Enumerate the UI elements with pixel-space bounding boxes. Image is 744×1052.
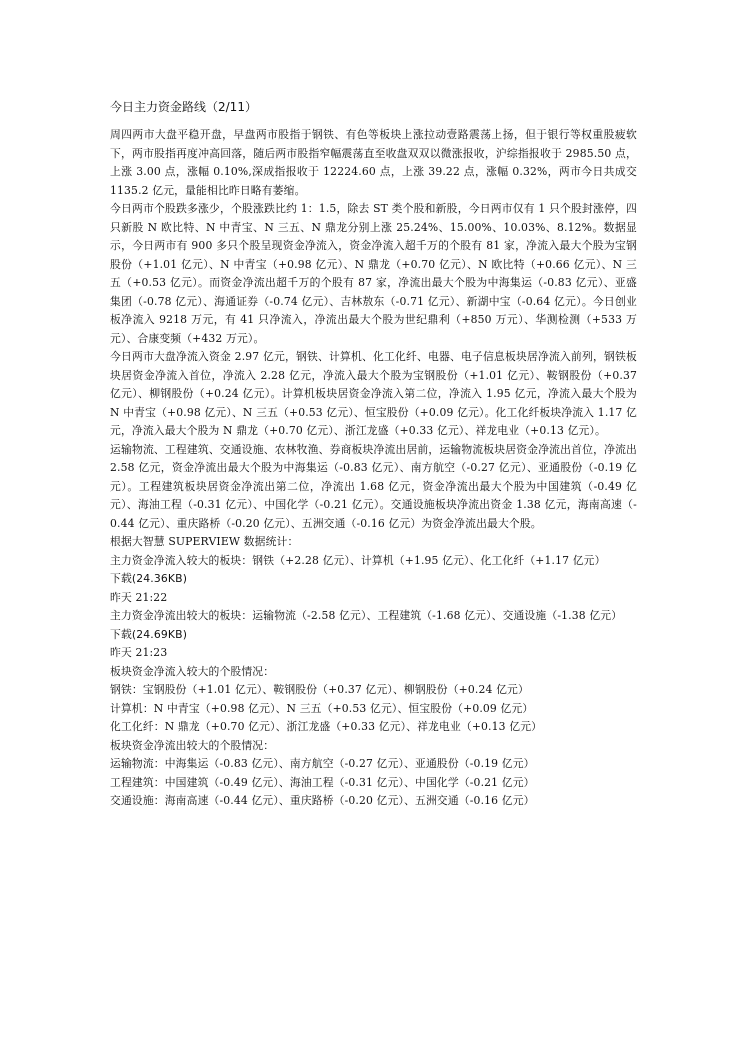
outflow-stocks-heading: 板块资金净流出较大的个股情况： [110,738,275,752]
inflow-steel-line: 钢铁：宝钢股份（+1.01 亿元）、鞍钢股份（+0.37 亿元）、柳钢股份（+0.24 亿元） [110,683,529,696]
inflow-chemical-line: 化工化纤：N 鼎龙（+0.70 亿元）、浙江龙盛（+0.33 亿元）、祥龙电业（+0.13 亿元） [110,720,543,733]
inflow-sectors-line: 主力资金净流入较大的板块：钢铁（+2.28 亿元）、计算机（+1.95 亿元）、化工化纤（+1.17 亿元） [110,553,606,567]
paragraph-sector-inflows: 今日两市大盘净流入资金 2.97 亿元，钢铁、计算机、化工化纤、电器、电子信息板块居净流入前列，钢铁板块居资金净流入首位，净流入 2.28 亿元，净流入最大个股为宝钢股份（+1.01 亿元）、鞍钢股份（+0.37 亿元）、柳钢股份（+0.24 亿元）。计算机板块居资金净流入第二位，净流入 1.95 亿元，净流入最大个股为 N 中青宝（+0.98 亿元）、N 三五（+0.53 亿元）、恒宝股份（+0.09 亿元）。化工化纤板块净流入 1.17 亿元，净流入最大个股为 N 鼎龙（+0.70 亿元）、浙江龙盛（+0.33 亿元）、祥龙电业（+0.13 亿元）。 [110,350,637,437]
outflow-sectors-line: 主力资金净流出较大的板块：运输物流（-2.58 亿元）、工程建筑（-1.68 亿元）、交通设施（-1.38 亿元） [110,609,623,622]
paragraph-market-overview: 周四两市大盘平稳开盘，早盘两市股指于钢铁、有色等板块上涨拉动壹路震荡上扬，但于银行等权重股疲软下，两市股指再度冲高回落，随后两市股指窄幅震荡直至收盘双双以微涨报收，沪综指报收于 2985.50 点，上涨 3.00 点，涨幅 0.10%,深成指报收于 12224.60 点，上涨 39.22 点，涨幅 0.32%，两市今日共成交 1135.2 亿元，量能相比昨日略有萎缩。 [110,128,637,197]
timestamp-2: 昨天 21:23 [110,646,168,659]
outflow-transport-line: 运输物流：中海集运（-0.83 亿元）、南方航空（-0.27 亿元）、亚通股份（-0.19 亿元） [110,757,535,770]
outflow-construction-line: 工程建筑：中国建筑（-0.49 亿元）、海油工程（-0.31 亿元）、中国化学（-0.21 亿元） [110,775,535,789]
page-title: 今日主力资金路线（2/11） [110,100,257,114]
outflow-traffic-line: 交通设施：海南高速（-0.44 亿元）、重庆路桥（-0.20 亿元）、五洲交通（-0.16 亿元） [110,794,535,807]
timestamp-1: 昨天 21:22 [110,590,168,604]
download-link-2[interactable]: 下载(24.69KB) [110,627,188,641]
inflow-computer-line: 计算机：N 中青宝（+0.98 亿元）、N 三五（+0.53 亿元）、恒宝股份（+0.09 亿元） [110,701,534,715]
download-link-1[interactable]: 下载(24.36KB) [110,572,188,585]
inflow-stocks-heading: 板块资金净流入较大的个股情况： [110,664,275,678]
article-body [110,126,637,811]
paragraph-sector-outflows: 运输物流、工程建筑、交通设施、农林牧渔、券商板块净流出居前，运输物流板块居资金净流出首位，净流出 2.58 亿元，资金净流出最大个股为中海集运（-0.83 亿元）、南方航空（-0.27 亿元）、亚通股份（-0.19 亿元）。工程建筑板块居资金净流出第二位，净流出 1.68 亿元，资金净流出最大个股为中国建筑（-0.49 亿元）、海油工程（-0.31 亿元）、中国化学（-0.21 亿元）。交通设施板块净流出资金 1.38 亿元，海南高速（-0.44 亿元）、重庆路桥（-0.20 亿元）、五洲交通（-0.16 亿元）为资金净流出最大个股。 [110,442,637,530]
paragraph-stock-flows: 今日两市个股跌多涨少，个股涨跌比约 1：1.5，除去 ST 类个股和新股，今日两市仅有 1 只个股封涨停，四只新股 N 欧比特、N 中青宝、N 三五、N 鼎龙分别上涨 25.24%、15.00%、10.03%、8.12%。数据显示，今日两市有 900 多只个股呈现资金净流入，资金净流入超千万的个股有 81 家，净流入最大个股为宝钢股份（+1.01 亿元）、N 中青宝（+0.98 亿元）、N 鼎龙（+0.70 亿元）、N 欧比特（+0.66 亿元）、N 三五（+0.53 亿元）。而资金净流出超千万的个股有 87 家，净流出最大个股为中海集运（-0.83 亿元）、亚盛集团（-0.78 亿元）、海通证券（-0.74 亿元）、吉林敖东（-0.71 亿元）、新湖中宝（-0.64 亿元）。今日创业板净流入 9218 万元，有 41 只净流入，净流出最大个股为世纪鼎利（+850 万元）、华测检测（+533 万元）、合康变频（+432 万元）。 [110,202,637,345]
data-source-line: 根据大智慧 SUPERVIEW 数据统计： [110,535,299,548]
